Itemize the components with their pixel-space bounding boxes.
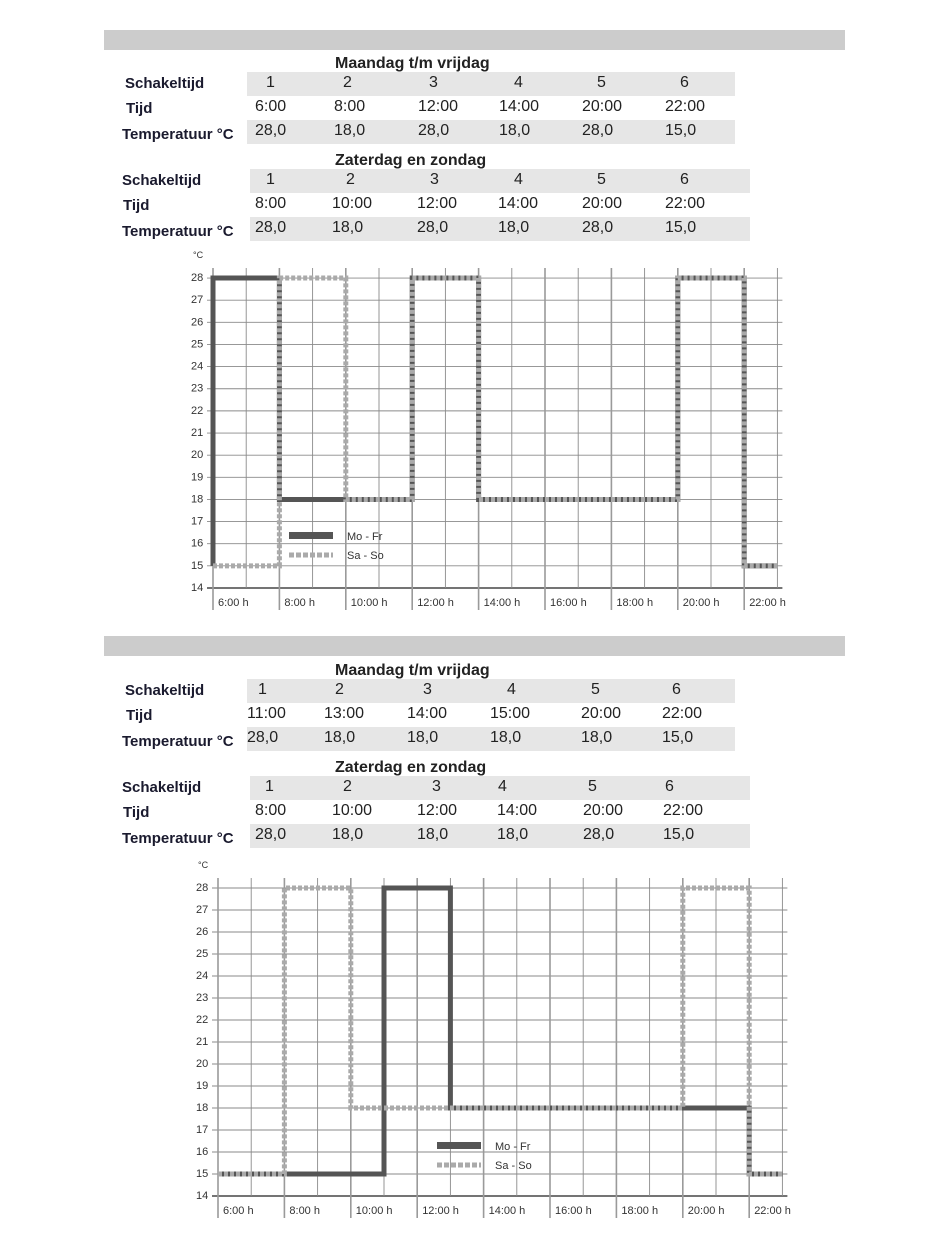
row-label-switch: Schakeltijd [125, 75, 205, 92]
temperature-cell: 28,0 [418, 122, 450, 139]
y-tick-label: 25 [191, 338, 204, 351]
y-tick-label: 22 [196, 1014, 209, 1026]
time-cell: 15:00 [490, 705, 531, 722]
switch-number-cell: 6 [672, 681, 681, 698]
x-tick-label: 8:00 h [284, 597, 315, 609]
switch-number-cell: 3 [430, 171, 439, 188]
section-header-band [104, 636, 845, 656]
temperature-chart-2 [0, 855, 950, 1250]
series-line-sa-so [213, 278, 777, 566]
temperature-chart-1 [0, 245, 950, 635]
temperature-cell: 28,0 [583, 826, 615, 843]
y-tick-label: 14 [196, 1190, 209, 1202]
time-cell: 22:00 [665, 98, 706, 115]
time-cell: 14:00 [407, 705, 448, 722]
y-tick-label: 15 [196, 1168, 209, 1180]
y-axis-unit-label: °C [193, 250, 204, 261]
switch-number-cell: 5 [597, 74, 606, 91]
x-tick-label: 20:00 h [687, 1205, 725, 1217]
x-tick-label: 14:00 h [483, 597, 521, 609]
y-tick-label: 18 [196, 1102, 209, 1114]
switch-number-cell: 4 [498, 778, 507, 795]
legend-swatch-mo-fr [289, 532, 333, 539]
x-tick-label: 10:00 h [355, 1205, 393, 1217]
time-cell: 12:00 [417, 802, 458, 819]
switch-number-cell: 4 [507, 681, 516, 698]
temperature-cell: 28,0 [255, 219, 287, 236]
switch-number-cell: 5 [588, 778, 597, 795]
temperature-cell: 18,0 [581, 729, 613, 746]
temperature-cell: 28,0 [255, 122, 287, 139]
legend-label-sa-so: Sa - So [495, 1160, 532, 1172]
y-tick-label: 20 [191, 449, 204, 462]
y-tick-label: 22 [191, 404, 204, 417]
temperature-cell: 28,0 [247, 729, 279, 746]
temperature-cell: 18,0 [332, 219, 364, 236]
time-cell: 14:00 [497, 802, 538, 819]
row-label-time: Tijd [123, 804, 150, 821]
y-tick-label: 24 [196, 970, 209, 982]
switch-number-cell: 2 [335, 681, 344, 698]
temperature-cell: 18,0 [498, 219, 530, 236]
time-cell: 11:00 [247, 705, 286, 722]
y-tick-label: 19 [196, 1080, 209, 1092]
y-tick-label: 18 [191, 493, 204, 506]
temperature-cell: 18,0 [499, 122, 531, 139]
time-cell: 8:00 [255, 802, 287, 819]
x-tick-label: 18:00 h [616, 597, 654, 609]
time-cell: 13:00 [324, 705, 365, 722]
y-tick-label: 16 [191, 537, 204, 550]
time-cell: 22:00 [665, 195, 706, 212]
legend-swatch-mo-fr [437, 1142, 481, 1149]
switch-number-cell: 1 [265, 778, 274, 795]
time-cell: 20:00 [582, 98, 623, 115]
time-cell: 12:00 [417, 195, 458, 212]
switch-number-cell: 5 [597, 171, 606, 188]
y-tick-label: 26 [196, 926, 209, 938]
schedule-title: Zaterdag en zondag [335, 152, 487, 169]
temperature-cell: 15,0 [665, 122, 697, 139]
switch-number-cell: 2 [346, 171, 355, 188]
temperature-cell: 15,0 [665, 219, 697, 236]
temperature-cell: 15,0 [663, 826, 695, 843]
x-tick-label: 16:00 h [555, 1205, 592, 1217]
time-cell: 8:00 [334, 98, 366, 115]
switch-number-cell: 1 [266, 74, 275, 91]
switch-number-cell: 4 [514, 171, 523, 188]
temperature-cell: 28,0 [582, 219, 614, 236]
switch-number-cell: 6 [680, 74, 689, 91]
row-label-time: Tijd [126, 100, 153, 117]
switch-number-cell: 4 [514, 74, 523, 91]
time-cell: 8:00 [255, 195, 287, 212]
temperature-cell: 18,0 [334, 122, 366, 139]
time-cell: 10:00 [332, 195, 373, 212]
row-label-temperature: Temperatuur °C [122, 223, 234, 240]
x-tick-label: 12:00 h [417, 597, 454, 609]
y-tick-label: 27 [196, 904, 209, 916]
y-tick-label: 16 [196, 1146, 209, 1158]
row-label-time: Tijd [126, 707, 153, 724]
y-tick-label: 14 [191, 582, 204, 594]
schedule-title: Maandag t/m vrijdag [335, 55, 490, 72]
x-tick-label: 18:00 h [621, 1205, 659, 1217]
series-line-mo-fr [213, 278, 777, 566]
y-tick-label: 24 [191, 360, 204, 373]
x-tick-label: 8:00 h [289, 1205, 320, 1217]
y-tick-label: 21 [196, 1036, 209, 1048]
y-tick-label: 21 [191, 427, 204, 440]
y-tick-label: 17 [196, 1124, 209, 1136]
row-label-temperature: Temperatuur °C [122, 126, 234, 143]
switch-number-cell: 3 [429, 74, 438, 91]
temperature-cell: 18,0 [497, 826, 529, 843]
switch-number-cell: 3 [432, 778, 441, 795]
y-tick-label: 26 [191, 316, 204, 329]
row-label-switch: Schakeltijd [122, 172, 202, 189]
x-tick-label: 14:00 h [488, 1205, 526, 1217]
row-label-temperature: Temperatuur °C [122, 830, 234, 847]
y-tick-label: 25 [196, 948, 209, 960]
switch-number-cell: 2 [343, 74, 352, 91]
temperature-cell: 18,0 [324, 729, 356, 746]
time-cell: 22:00 [662, 705, 703, 722]
legend-label-mo-fr: Mo - Fr [347, 531, 383, 543]
y-tick-label: 17 [191, 515, 204, 528]
temperature-cell: 18,0 [417, 826, 449, 843]
switch-number-cell: 6 [665, 778, 674, 795]
temperature-cell: 15,0 [662, 729, 694, 746]
x-tick-label: 16:00 h [550, 597, 587, 609]
temperature-cell: 18,0 [490, 729, 522, 746]
y-tick-label: 28 [196, 882, 209, 894]
y-axis-unit-label: °C [198, 860, 209, 870]
time-cell: 20:00 [581, 705, 622, 722]
x-tick-label: 22:00 h [749, 597, 786, 609]
y-tick-label: 23 [196, 992, 209, 1004]
row-label-temperature: Temperatuur °C [122, 733, 234, 750]
x-tick-label: 10:00 h [350, 597, 388, 609]
x-tick-label: 6:00 h [223, 1205, 254, 1217]
legend-label-mo-fr: Mo - Fr [495, 1141, 531, 1153]
time-cell: 14:00 [498, 195, 539, 212]
time-cell: 20:00 [582, 195, 623, 212]
time-cell: 14:00 [499, 98, 540, 115]
y-tick-label: 28 [191, 272, 204, 285]
switch-number-cell: 1 [266, 171, 275, 188]
temperature-cell: 28,0 [582, 122, 614, 139]
x-tick-label: 20:00 h [682, 597, 720, 609]
series-line-sa-so [218, 888, 782, 1174]
temperature-cell: 28,0 [255, 826, 287, 843]
schedule-title: Maandag t/m vrijdag [335, 662, 490, 679]
switch-number-cell: 1 [258, 681, 267, 698]
row-label-switch: Schakeltijd [125, 682, 205, 699]
y-tick-label: 19 [191, 471, 204, 484]
section-header-band [104, 30, 845, 50]
temperature-cell: 18,0 [407, 729, 439, 746]
time-cell: 20:00 [583, 802, 624, 819]
switch-number-cell: 6 [680, 171, 689, 188]
time-cell: 12:00 [418, 98, 459, 115]
row-label-time: Tijd [123, 197, 150, 214]
y-tick-label: 15 [191, 559, 204, 572]
row-label-switch: Schakeltijd [122, 779, 202, 796]
series-line-mo-fr [218, 888, 782, 1174]
y-tick-label: 27 [191, 294, 204, 307]
x-tick-label: 22:00 h [754, 1205, 791, 1217]
y-tick-label: 23 [191, 382, 204, 395]
x-tick-label: 6:00 h [218, 597, 249, 609]
time-cell: 10:00 [332, 802, 373, 819]
time-cell: 22:00 [663, 802, 704, 819]
switch-number-cell: 5 [591, 681, 600, 698]
schedule-title: Zaterdag en zondag [335, 759, 487, 776]
y-tick-label: 20 [196, 1058, 209, 1070]
x-tick-label: 12:00 h [422, 1205, 459, 1217]
switch-number-cell: 3 [423, 681, 432, 698]
switch-number-cell: 2 [343, 778, 352, 795]
legend-label-sa-so: Sa - So [347, 550, 384, 562]
time-cell: 6:00 [255, 98, 287, 115]
temperature-cell: 18,0 [332, 826, 364, 843]
temperature-cell: 28,0 [417, 219, 449, 236]
